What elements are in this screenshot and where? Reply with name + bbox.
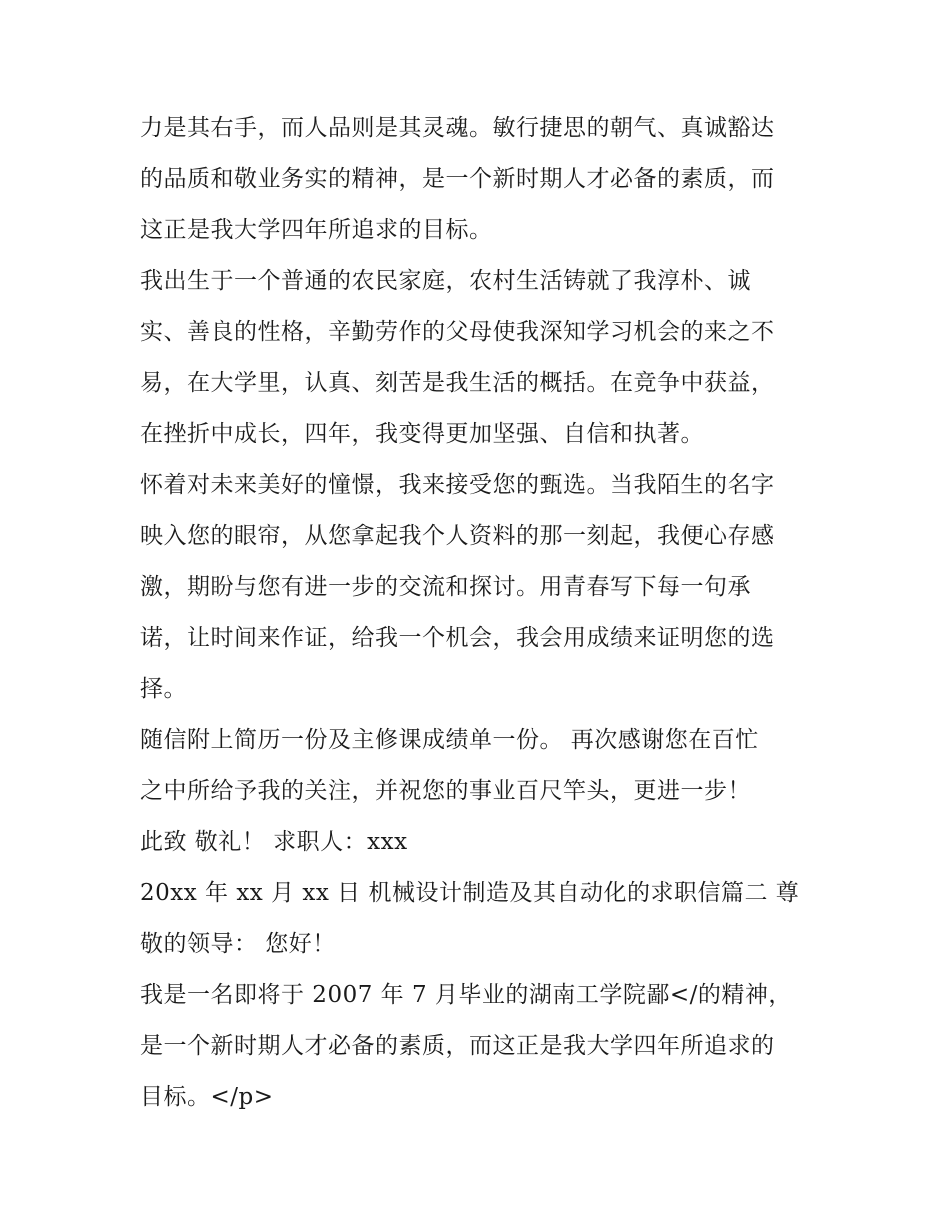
text-line: 之中所给予我的关注，并祝您的事业百尺竿头，更进一步！: [140, 778, 751, 804]
text-line: 是一个新时期人才必备的素质，而这正是我大学四年所追求的: [140, 1033, 775, 1059]
text-line: 实、善良的性格，辛勤劳作的父母使我深知学习机会的来之不: [140, 319, 775, 345]
closing-line: 此致 敬礼！ 求职人：xxx: [140, 829, 408, 855]
text-line: 我出生于一个普通的农民家庭，农村生活铸就了我淳朴、诚: [140, 268, 751, 294]
text-line: 随信附上简历一份及主修课成绩单一份。 再次感谢您在百忙: [140, 727, 759, 753]
salutation-line: 敬的领导： 您好！: [140, 931, 336, 957]
date-heading-line: 20xx 年 xx 月 xx 日 机械设计制造及其自动化的求职信篇二 尊: [140, 880, 800, 906]
text-line: 映入您的眼帘，从您拿起我个人资料的那一刻起，我便心存感: [140, 523, 775, 549]
text-line: 力是其右手，而人品则是其灵魂。敏行捷思的朝气、真诚豁达: [140, 115, 775, 141]
text-line: 这正是我大学四年所追求的目标。: [140, 217, 493, 243]
text-line: 激，期盼与您有进一步的交流和探讨。用青春写下每一句承: [140, 574, 751, 600]
text-line: 诺，让时间来作证，给我一个机会，我会用成绩来证明您的选: [140, 625, 775, 651]
text-line: 在挫折中成长，四年，我变得更加坚强、自信和执著。: [140, 421, 704, 447]
text-line: 我是一名即将于 2007 年 7 月毕业的湖南工学院鄙</的精神，: [140, 982, 792, 1008]
letter-body: [140, 103, 815, 1123]
text-line: 择。: [140, 676, 187, 702]
text-line: 的品质和敬业务实的精神，是一个新时期人才必备的素质，而: [140, 166, 775, 192]
text-line: 易，在大学里，认真、刻苦是我生活的概括。在竞争中获益，: [140, 370, 775, 396]
text-line: 怀着对未来美好的憧憬，我来接受您的甄选。当我陌生的名字: [140, 472, 775, 498]
text-line: 目标。</p>: [140, 1084, 274, 1110]
